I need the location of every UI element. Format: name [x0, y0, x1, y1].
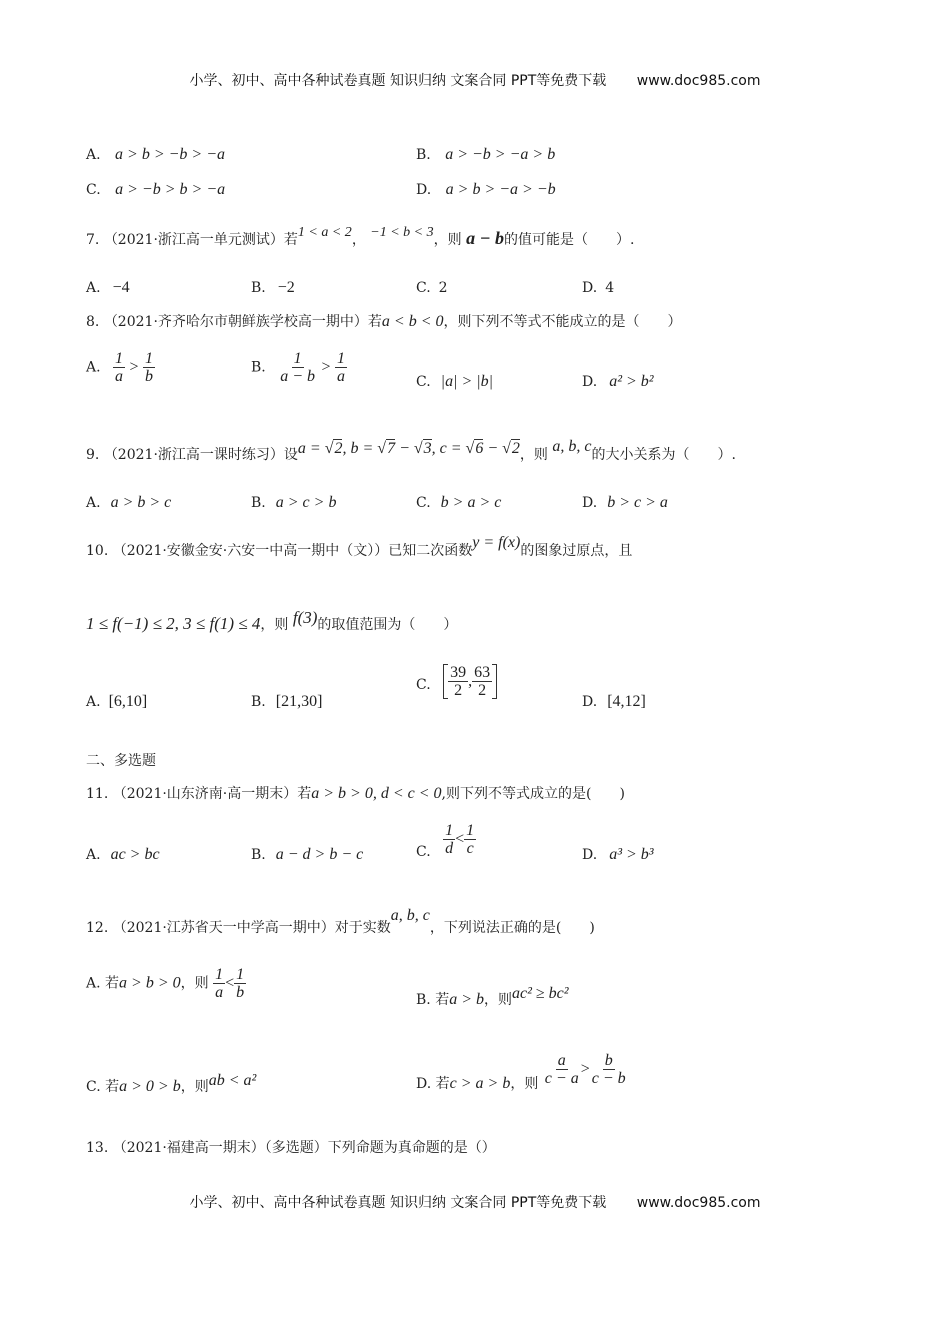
def-b: , b = [342, 440, 378, 457]
option-label: C. [416, 676, 431, 693]
header-text: 小学、初中、高中各种试卷真题 知识归纳 文案合同 PPT等免费下载 [189, 73, 607, 89]
option-expr: [4,12] [607, 693, 646, 710]
radicand: 2 [511, 440, 520, 457]
question-number: 13. [86, 1140, 109, 1156]
def-c: , c = [431, 440, 466, 457]
separator: ， [351, 232, 366, 248]
q8-option-d [582, 372, 654, 392]
denominator: a [115, 368, 124, 385]
fraction [213, 966, 225, 1001]
numerator: 1 [466, 822, 475, 839]
minus: − [395, 440, 414, 457]
denominator: c − b [591, 1070, 626, 1087]
option-expr: a² > b² [609, 373, 654, 390]
numerator: 1 [215, 966, 224, 983]
numerator: 39 [450, 664, 467, 681]
numerator: 1 [293, 350, 302, 367]
option-condition: a > b [449, 991, 484, 1008]
denominator: a [215, 984, 224, 1001]
denominator: c [466, 840, 474, 857]
numerator: 63 [474, 664, 491, 681]
denominator: 2 [478, 682, 487, 699]
option-label: D. [582, 374, 598, 390]
q12-option-d [416, 1052, 628, 1092]
question-10-cond [86, 608, 458, 635]
option-label: A. [86, 280, 101, 296]
option-expr: a > b > c [110, 494, 172, 511]
option-expr: ac > bc [110, 846, 160, 863]
prev-option-b [416, 145, 555, 165]
fraction [278, 350, 317, 385]
numerator: 1 [336, 350, 345, 367]
section-title: 二、多选题 [86, 753, 156, 769]
numerator: 1 [115, 350, 124, 367]
question-11 [86, 784, 625, 804]
question-12 [86, 907, 595, 938]
interval-bracket [443, 664, 497, 699]
q11-option-b [251, 845, 363, 865]
question-tail: 的取值范围为（ ） [317, 617, 458, 633]
page-footer [0, 1192, 950, 1212]
question-number: 12. [86, 920, 109, 936]
option-label: A. [86, 847, 101, 863]
q9-option-c [416, 493, 501, 513]
option-expr: ac² ≥ bc² [512, 985, 569, 1002]
footer-site-link[interactable]: www.doc985.com [636, 1195, 761, 1211]
question-tail: 的值可能是（ ）. [503, 232, 635, 248]
question-9 [86, 438, 736, 465]
operator: > [580, 1060, 590, 1078]
option-then: ，则 [510, 1075, 539, 1092]
option-label: A. [86, 147, 101, 163]
option-expr: a − d > b − c [275, 846, 364, 863]
prev-option-a [86, 145, 225, 165]
numerator: 1 [445, 822, 454, 839]
option-then: ，则 [180, 1079, 209, 1095]
q9-option-a [86, 493, 171, 513]
option-expr: a > b > −a > −b [445, 181, 556, 198]
denominator: b [236, 984, 245, 1001]
question-tail: ，下列说法正确的是( ) [429, 920, 595, 936]
option-label: B. [251, 280, 266, 296]
fraction [143, 350, 155, 385]
page-header [0, 70, 950, 90]
option-label: B. [416, 147, 431, 163]
option-label: B. [251, 694, 266, 710]
def-a: a = [297, 440, 325, 457]
prev-option-c [86, 180, 225, 200]
question-stem: （2021·浙江高一课时练习）设 [103, 447, 298, 463]
fraction [113, 350, 125, 385]
question-number: 7. [86, 232, 100, 248]
option-expr: a > −b > −a > b [445, 146, 556, 163]
target-expression: f(3) [292, 608, 318, 627]
condition: a < b < 0 [381, 313, 444, 330]
option-label: C. [86, 182, 101, 198]
q7-option-d [582, 278, 614, 298]
fraction [464, 822, 476, 857]
question-number: 8. [86, 314, 100, 330]
question-then: ，则 [260, 617, 289, 633]
variables: a, b, c [390, 907, 430, 924]
option-expr: b > a > c [440, 494, 502, 511]
question-tail: 的大小关系为（ ）. [591, 447, 736, 463]
radicand: 7 [387, 440, 396, 457]
operator: > [129, 358, 139, 376]
q11-option-a [86, 845, 160, 865]
q11-option-d [582, 845, 654, 865]
footer-text: 小学、初中、高中各种试卷真题 知识归纳 文案合同 PPT等免费下载 [189, 1195, 607, 1211]
variables: a, b, c [552, 438, 592, 455]
option-label: A. 若 [86, 975, 120, 992]
definitions: a = √2, b = √7 − √3, c = √6 − √2 [297, 440, 520, 457]
q7-option-a [86, 278, 130, 298]
question-stem: （2021·浙江高一单元测试）若 [103, 232, 298, 248]
q9-option-b [251, 493, 336, 513]
q12-option-c [86, 1072, 257, 1097]
q7-option-c [416, 278, 448, 298]
q12-option-b [416, 985, 569, 1010]
q10-option-d [582, 692, 646, 712]
fraction [543, 1052, 581, 1087]
target-expression: a − b [466, 228, 504, 248]
fraction [443, 822, 455, 857]
q8-option-a [86, 350, 155, 385]
numerator: a [557, 1052, 566, 1069]
option-expr: [21,30] [275, 693, 323, 710]
condition-2: −1 < b < 3 [370, 225, 434, 240]
option-label: D. [582, 280, 598, 296]
condition: a > b > 0, d < c < 0 [311, 785, 442, 802]
option-label: D. [582, 495, 598, 511]
option-label: A. [86, 359, 101, 376]
radicand: 2 [334, 440, 343, 457]
radicand: 3 [423, 440, 432, 457]
question-stem-2: 的图象过原点，且 [520, 543, 633, 559]
option-label: C. [416, 280, 431, 296]
denominator: c − a [544, 1070, 579, 1087]
option-condition: a > 0 > b [119, 1078, 181, 1095]
option-expr: |a| > |b| [440, 373, 494, 390]
option-label: D. [416, 182, 432, 198]
q8-option-b [251, 350, 347, 385]
question-8 [86, 312, 681, 332]
option-label: A. [86, 495, 101, 511]
numerator: 1 [236, 966, 245, 983]
minus: − [483, 440, 503, 457]
option-then: ，则 [484, 992, 512, 1008]
option-expr: a > b > −b > −a [115, 146, 225, 163]
option-value: −2 [277, 279, 295, 296]
q10-option-b [251, 692, 322, 712]
question-10 [86, 534, 633, 561]
option-label: C. [416, 495, 431, 511]
q8-option-c [416, 372, 493, 392]
option-value: −4 [112, 279, 130, 296]
operator: > [321, 358, 331, 376]
q11-option-c [416, 822, 476, 860]
option-expr: [6,10] [108, 693, 148, 710]
option-then: ，则 [180, 975, 209, 992]
question-tail: ,则下列不等式成立的是( ) [441, 786, 625, 802]
question-stem: （2021·江苏省天一中学高一期中）对于实数 [112, 920, 391, 936]
option-label: C. [416, 374, 431, 390]
fraction [590, 1052, 628, 1087]
option-label: B. [251, 359, 266, 376]
question-number: 9. [86, 447, 100, 463]
comma: , [468, 672, 473, 690]
prev-option-d [416, 180, 556, 200]
q7-option-b [251, 278, 295, 298]
question-7 [86, 225, 635, 251]
denominator: b [144, 368, 153, 385]
denominator: a [336, 368, 345, 385]
option-expr: b > c > a [607, 494, 668, 511]
denominator: d [445, 840, 454, 857]
option-label: B. 若 [416, 992, 450, 1008]
q10-option-a [86, 692, 147, 712]
option-label: C. [416, 843, 431, 860]
question-then: ，则 [519, 447, 548, 463]
question-then: ，则 [433, 232, 462, 248]
condition-1: 1 < a < 2 [297, 225, 352, 240]
fraction [234, 966, 246, 1001]
question-13 [86, 1138, 496, 1158]
option-value: 4 [605, 280, 615, 296]
condition: 1 ≤ f(−1) ≤ 2, 3 ≤ f(1) ≤ 4 [86, 614, 261, 633]
question-stem: （2021·福建高一期末）（多选题）下列命题为真命题的是（） [112, 1140, 496, 1156]
operator: < [455, 830, 465, 848]
option-expr: ab < a² [208, 1072, 257, 1089]
option-expr: a > c > b [275, 494, 337, 511]
question-number: 11. [86, 786, 109, 802]
option-label: D. 若 [416, 1075, 450, 1092]
option-label: D. [582, 694, 598, 710]
operator: < [225, 974, 235, 992]
q10-option-c [416, 664, 497, 699]
denominator: a − b [280, 368, 315, 385]
header-site-link[interactable]: www.doc985.com [636, 73, 761, 89]
option-label: B. [251, 847, 266, 863]
numerator: b [604, 1052, 613, 1069]
question-stem: （2021·齐齐哈尔市朝鲜族学校高一期中）若 [103, 314, 382, 330]
numerator: 1 [144, 350, 153, 367]
option-label: A. [86, 694, 101, 710]
q9-option-d [582, 493, 668, 513]
option-expr: a³ > b³ [609, 846, 654, 863]
radicand: 6 [475, 440, 484, 457]
question-stem: （2021·安徽金安·六安一中高一期中（文））已知二次函数 [112, 543, 473, 559]
option-label: B. [251, 495, 266, 511]
question-stem: （2021·山东济南·高一期末）若 [112, 786, 312, 802]
question-number: 10. [86, 543, 109, 559]
option-label: C. 若 [86, 1079, 120, 1095]
function-expr: y = f(x) [472, 534, 521, 551]
denominator: 2 [454, 682, 463, 699]
fraction [335, 350, 347, 385]
option-expr: a > −b > b > −a [115, 181, 226, 198]
question-tail: ，则下列不等式不能成立的是（ ） [443, 314, 682, 330]
option-label: D. [582, 847, 598, 863]
option-condition: c > a > b [449, 1074, 511, 1092]
fraction [448, 664, 468, 699]
option-value: 2 [438, 280, 448, 296]
option-condition: a > b > 0 [119, 974, 181, 992]
fraction [472, 664, 492, 699]
q12-option-a [86, 966, 246, 1001]
